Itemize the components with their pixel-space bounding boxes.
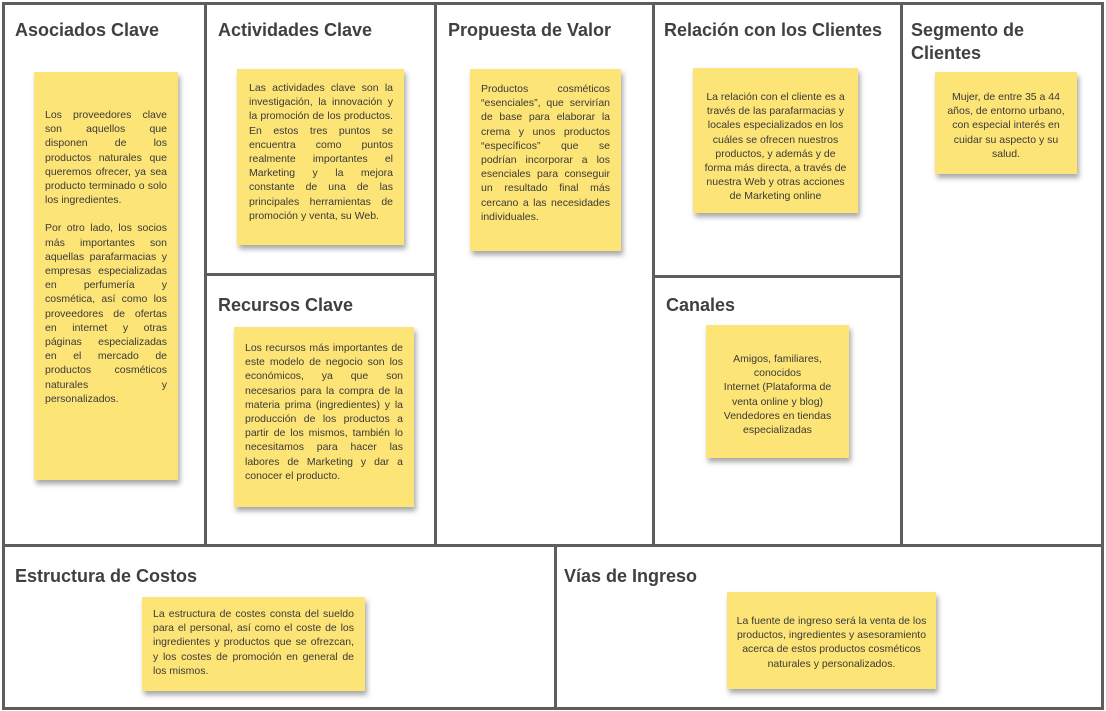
cost-structure-note [142, 597, 365, 691]
channels-note [706, 325, 849, 458]
value-proposition-title: Propuesta de Valor [448, 20, 612, 40]
channels-title: Canales [666, 295, 736, 315]
cell-channels [652, 275, 903, 547]
key-partners-note [34, 72, 178, 480]
revenue-streams-title: Vías de Ingreso [564, 566, 698, 586]
value-proposition-note [470, 69, 621, 251]
cell-key-resources [204, 273, 437, 547]
revenue-streams-text: La fuente de ingreso será la venta de los productos, ingredientes y asesoramiento acerca de estos productos cosméticos naturales y personalizados. [736, 615, 927, 670]
cell-key-partners [2, 2, 207, 547]
cell-customer-segments [900, 2, 1104, 547]
customer-segments-title [911, 19, 1024, 65]
customer-segments-title-line-1: Segmento de [911, 20, 1025, 40]
customer-relationships-title: Relación con los Clientes [664, 20, 883, 40]
channels-line-2: Internet (Plataforma de venta online y blog) [723, 381, 832, 408]
key-resources-note [234, 327, 414, 507]
cell-key-activities [204, 2, 437, 276]
cell-revenue-streams [554, 544, 1104, 710]
cell-cost-structure [2, 544, 557, 710]
key-resources-title: Recursos Clave [218, 295, 354, 315]
channels-line-3: Vendedores en tiendas especializadas [723, 409, 832, 437]
cell-value-proposition [434, 2, 655, 547]
customer-segments-text: Mujer, de entre 35 a 44 años, de entorno urbano, con especial interés en cuidar su aspecto y su salud. [947, 91, 1065, 160]
key-activities-text: Las actividades clave son la investigación, la innovación y la promoción de los productos. En estos tres puntos se encuentra como puntos realmente importantes el Marketing y la mejora constante de una de las principales herramientas de promoción y venta, su Web. [249, 82, 393, 222]
cost-structure-text: La estructura de costes consta del sueldo para el personal, así como el coste de los ingredientes y productos que se ofrezcan, y los costes de promoción en general de los mismos. [153, 608, 354, 677]
key-activities-note [237, 69, 404, 245]
customer-segments-title-line-2: Clientes [911, 43, 982, 63]
customer-relationships-note [693, 68, 858, 213]
cost-structure-title: Estructura de Costos [15, 566, 198, 586]
key-partners-text-2: Por otro lado, los socios más importantes son aquellas parafarmacias y empresas especializadas en perfumería y cosmética, así como los proveedores de ofertas en internet y otras páginas especializadas en el mercado de productos cosméticos naturales y personalizados. [45, 222, 167, 405]
value-proposition-text: Productos cosméticos “esenciales”, que servirían de base para elaborar la crema y unos productos “específicos” que se podrían incorporar a los esenciales para conseguir un resultado final más cercano a las necesidades individuales. [481, 83, 610, 223]
customer-relationships-text: La relación con el cliente es a través de las parafarmacias y locales especializados en los cuáles se ofrecen nuestros productos, y además y de forma más directa, a través de nuestra Web y otras acciones de Marketing online [704, 91, 847, 203]
key-resources-text: Los recursos más importantes de este modelo de negocio son los económicos, ya que son necesarios para la compra de la materia prima (ingredientes) y la producción de los productos a partir de los mismos, también lo necesitamos para hacer las labores de Marketing y dar a conocer el producto. [245, 342, 403, 482]
channels-line-1: Amigos, familiares, conocidos [733, 353, 822, 380]
revenue-streams-note [727, 592, 936, 689]
key-partners-text-1: Los proveedores clave son aquellos que disponen de los productos naturales que queremos ofrecer, ya sea producto terminado o solo los ingredientes. [45, 109, 167, 207]
customer-segments-note [935, 72, 1077, 174]
cell-customer-relationships [652, 2, 903, 278]
key-activities-title: Actividades Clave [218, 20, 373, 40]
key-partners-title: Asociados Clave [15, 20, 160, 40]
